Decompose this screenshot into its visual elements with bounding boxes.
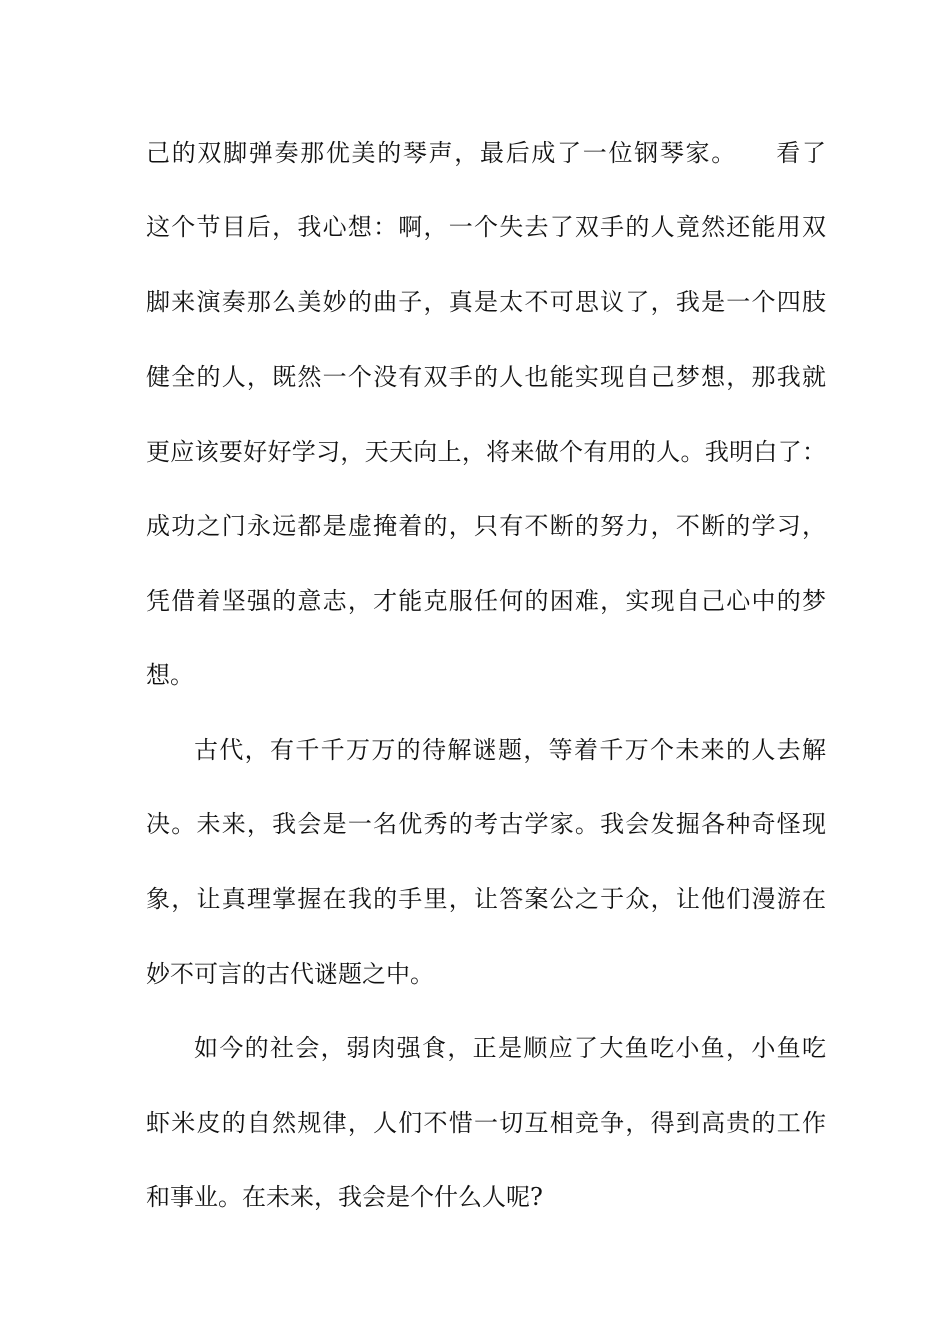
text-line: 想。 <box>146 661 194 689</box>
text-line: 古代，有千千万万的待解谜题，等着千万个未来的人去解 <box>194 736 826 764</box>
text-line: 己的双脚弹奏那优美的琴声，最后成了一位钢琴家。 看了 <box>146 139 826 167</box>
text-line: 象，让真理掌握在我的手里，让答案公之于众，让他们漫游在 <box>146 885 826 913</box>
text-line: 健全的人，既然一个没有双手的人也能实现自己梦想，那我就 <box>146 363 826 391</box>
text-line: 和事业。在未来，我会是个什么人呢? <box>146 1183 543 1211</box>
text-line: 凭借着坚强的意志，才能克服任何的困难，实现自己心中的梦 <box>146 587 826 615</box>
text-line: 脚来演奏那么美妙的曲子，真是太不可思议了，我是一个四肢 <box>146 288 826 316</box>
text-line: 妙不可言的古代谜题之中。 <box>146 960 434 988</box>
text-line: 更应该要好好学习，天天向上，将来做个有用的人。我明白了： <box>146 438 826 466</box>
text-line: 成功之门永远都是虚掩着的，只有不断的努力，不断的学习， <box>146 512 826 540</box>
text-line: 决。未来，我会是一名优秀的考古学家。我会发掘各种奇怪现 <box>146 810 826 838</box>
text-line: 如今的社会，弱肉强食，正是顺应了大鱼吃小鱼，小鱼吃 <box>194 1034 826 1062</box>
text-line: 这个节目后，我心想：啊，一个失去了双手的人竟然还能用双 <box>146 213 826 241</box>
text-line: 虾米皮的自然规律，人们不惜一切互相竞争，得到高贵的工作 <box>146 1109 826 1137</box>
